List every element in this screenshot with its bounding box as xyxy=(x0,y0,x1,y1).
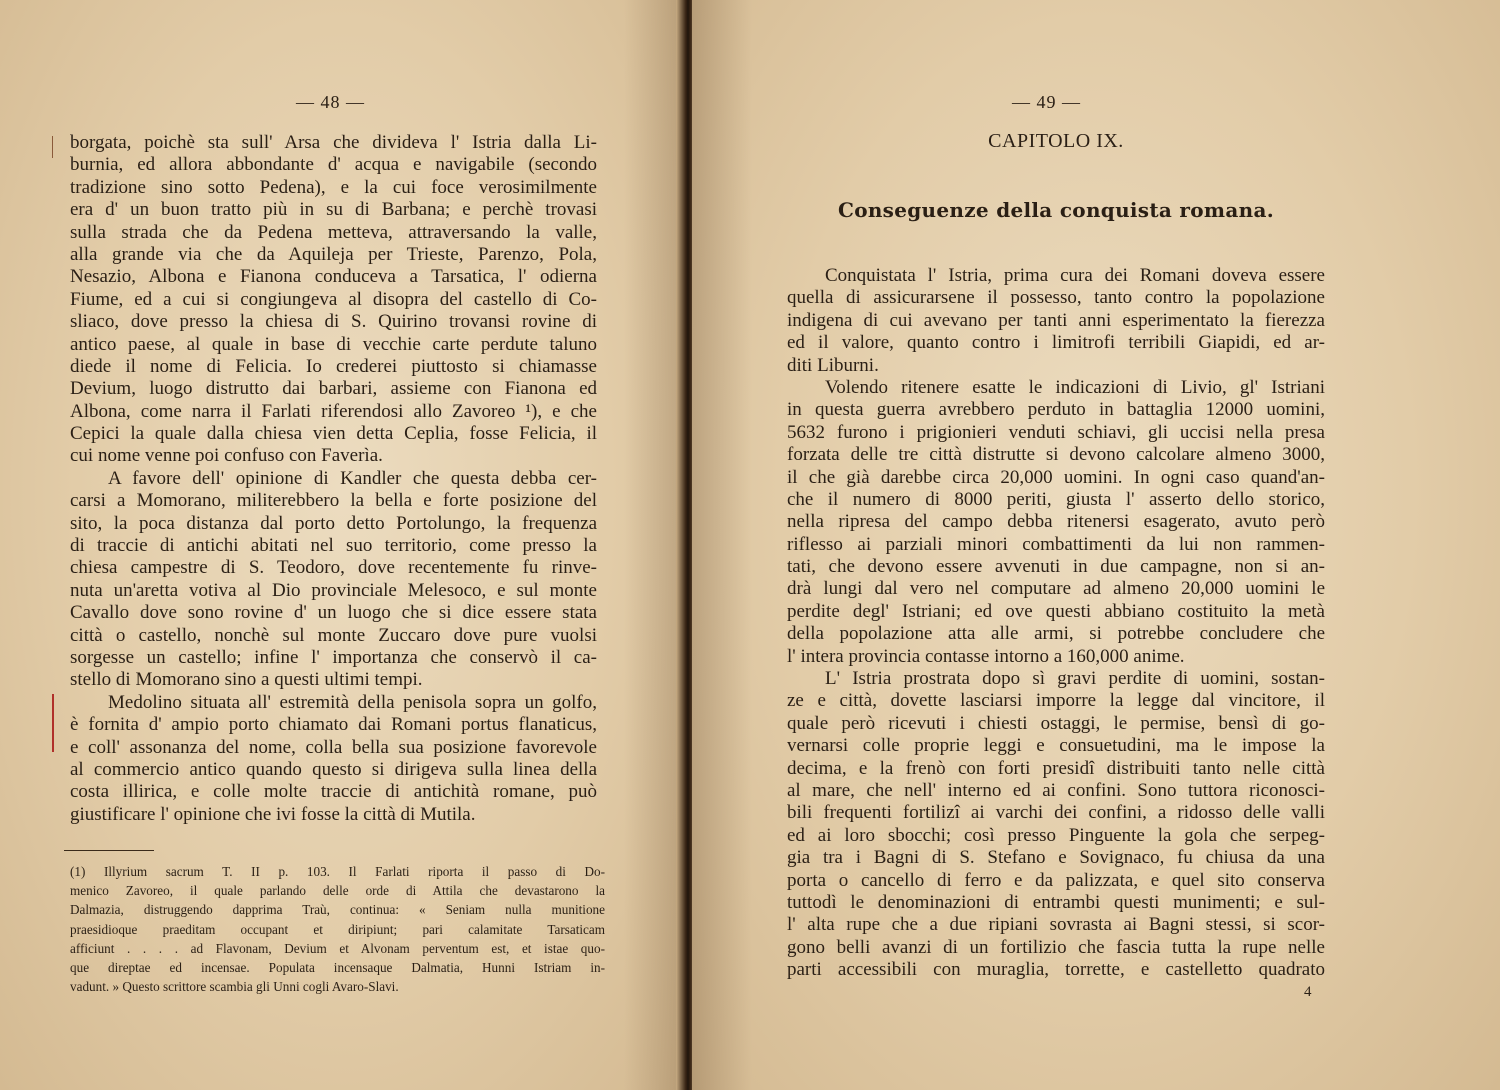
text-line: era d' un buon tratto più in su di Barbana; e perchè trovasi xyxy=(70,199,597,221)
text-line: quale però ricevuti i chiesti ostaggi, le permise, bensì di go- xyxy=(787,712,1325,734)
text-line: diti Liburni. xyxy=(787,354,879,376)
text-line: antico paese, al quale in base di vecchie carte perdute taluno xyxy=(70,333,597,355)
text-line: cui nome venne poi confuso con Faverìa. xyxy=(70,445,383,467)
text-line: Nesazio, Albona e Fianona conduceva a Tarsatica, l' odierna xyxy=(70,266,597,288)
text-line: riflesso ai parziali minori combattimenti da lui non rammen- xyxy=(787,533,1325,555)
text-line: l' alta rupe che a due ripiani sovrasta ai Bagni stessi, si scor- xyxy=(787,914,1325,936)
margin-mark xyxy=(52,136,53,158)
text-line: costa illirica, e colle molte traccie di antichità romane, può xyxy=(70,781,597,803)
text-line: ze e città, dovette lasciarsi imporre la legge dal vincitore, il xyxy=(787,690,1325,712)
text-line: borgata, poichè sta sull' Arsa che divideva l' Istria dalla Li- xyxy=(70,132,597,153)
text-line: Medolino situata all' estremità della penisola sopra un golfo, xyxy=(108,691,597,713)
text-line: perdite degl' Istriani; ed ove questi abbiano costituito la metà xyxy=(787,600,1325,622)
text-line: Volendo ritenere esatte le indicazioni di Livio, gl' Istriani xyxy=(825,376,1325,398)
left-page xyxy=(0,0,684,1090)
margin-mark-red xyxy=(52,694,54,752)
text-line: parti accessibili con muraglia, torrette, e castelletto quadrato xyxy=(787,959,1325,981)
chapter-subtitle: Conseguenze della conquista romana. xyxy=(837,198,1274,222)
signature-mark: 4 xyxy=(1304,984,1312,1000)
text-line: A favore dell' opinione di Kandler che questa debba cer- xyxy=(108,467,597,489)
text-line: gono belli avanzi di un fortilizio che fascia tutta la rupe nelle xyxy=(787,936,1325,958)
text-line: Cepici la quale dalla chiesa vien detta Ceplia, fosse Felicia, il xyxy=(70,423,597,445)
text-line: nella ripresa del campo debba ritenersi esagerato, avuto però xyxy=(787,511,1325,533)
text-line: stello di Momorano sino a questi ultimi tempi. xyxy=(70,669,423,691)
chapter-title: CAPITOLO IX. xyxy=(988,130,1124,152)
text-line: ed ai loro sbocchi; così presso Pinguente la gola che serpeg- xyxy=(787,824,1325,846)
text-line: di traccie di antichi abitati nel suo territorio, come presso la xyxy=(70,535,597,557)
text-line: al mare, che nell' interno ed ai confini. Sono tuttora riconosci- xyxy=(787,779,1325,801)
text-line: carsi a Momorano, militerebbero la bella e forte posizione del xyxy=(70,490,597,512)
text-line: (1) Illyrium sacrum T. II p. 103. Il Farlati riporta il passo di Do- xyxy=(70,864,605,879)
text-line: ed il valore, quanto contro i limitrofi terribili Giapidi, ed ar- xyxy=(787,332,1325,354)
footnote xyxy=(70,862,605,996)
text-line: tuttodì le denominazioni di entrambi questi munimenti; e sul- xyxy=(787,891,1325,913)
text-line: Conquistata l' Istria, prima cura dei Romani doveva essere xyxy=(825,265,1325,286)
text-line: indigena di cui avevano per tanti anni esperimentato la fierezza xyxy=(787,309,1325,331)
text-line: nuta un'aretta votiva al Dio provinciale Melesoco, e sul monte xyxy=(70,579,597,601)
text-line: giustificare l' opinione che ivi fosse la città di Mutila. xyxy=(70,803,476,825)
text-line: in questa guerra avrebbero perduto in battaglia 12000 uomini, xyxy=(787,399,1325,421)
text-line: gia tra i Bagni di S. Stefano e Sovignaco, fu chiusa da una xyxy=(787,847,1325,869)
text-line: sito, la poca distanza dal porto detto Portolungo, la frequenza xyxy=(70,512,597,534)
text-line: praesidioque praeditam occupant et diripiunt; pari calamitate Tarsaticam xyxy=(70,921,605,937)
page-number: — 48 — xyxy=(296,92,365,112)
text-line: è fornita d' ampio porto chiamato dai Romani portus flanaticus, xyxy=(70,714,597,736)
text-line: il che già darebbe circa 20,000 uomini. In ogni caso quand'an- xyxy=(787,466,1325,488)
text-line: afficiunt . . . . ad Flavonam, Devium et Alvonam perventum est, et istae quo- xyxy=(70,940,605,956)
text-line: menico Zavoreo, il quale parlando delle orde di Attila che devastarono la xyxy=(70,883,605,899)
footnote-rule xyxy=(64,850,154,851)
left-body-text xyxy=(70,132,597,826)
text-line: che il numero di 8000 periti, giusta l' asserto dello storico, xyxy=(787,488,1325,510)
text-line: porta o cancello di ferro e da palizzata, e quel sito conserva xyxy=(787,869,1325,891)
text-line: l' intera provincia contasse intorno a 160,000 anime. xyxy=(787,645,1185,667)
text-line: Albona, come narra il Farlati riferendosi allo Zavoreo ¹), e che xyxy=(70,400,597,422)
text-line: Devium, luogo distrutto dai barbari, assieme con Fianona ed xyxy=(70,378,597,400)
text-line: forzata delle tre città distrutte si devono calcolare almeno 3000, xyxy=(787,444,1325,466)
text-line: drà lungi dal vero nel computare ad almeno 20,000 uomini le xyxy=(787,578,1325,600)
text-line: vadunt. » Questo scrittore scambia gli Unni cogli Avaro-Slavi. xyxy=(70,979,399,995)
text-line: Fiume, ed a cui si congiungeva al disopra del castello di Co- xyxy=(70,288,597,310)
text-line: sulla strada che da Pedena metteva, attraversando la valle, xyxy=(70,221,597,243)
text-line: al commercio antico quando questo si dirigeva sulla linea della xyxy=(70,758,597,780)
text-line: città o castello, nonchè sul monte Zuccaro dove pure vuolsi xyxy=(70,624,597,646)
text-line: della popolazione atta alle armi, si potrebbe concludere che xyxy=(787,623,1325,645)
text-line: bili frequenti fortilizî ai varchi dei confini, a ridosso delle valli xyxy=(787,802,1325,824)
text-line: decima, e la frenò con forti presidî distribuiti tanto nelle città xyxy=(787,757,1325,779)
text-line: vernarsi colle proprie leggi e consuetudini, ma le impose la xyxy=(787,735,1325,757)
text-line: 5632 furono i prigionieri venduti schiavi, gli uccisi nella presa xyxy=(787,421,1325,443)
text-line: sorgesse un castello; infine l' importanza che conservò il ca- xyxy=(70,646,597,668)
text-line: sliaco, dove presso la chiesa di S. Quirino trovansi rovine di xyxy=(70,311,597,333)
text-line: que direptae ed incensae. Populata incensaque Dalmatia, Hunni Istriam in- xyxy=(70,959,605,975)
text-line: L' Istria prostrata dopo sì gravi perdite di uomini, sostan- xyxy=(825,668,1325,690)
text-line: chiesa campestre di S. Teodoro, dove recentemente fu rinve- xyxy=(70,557,597,579)
text-line: tati, che devono essere avvenuti in due campagne, non si an- xyxy=(787,556,1325,578)
right-body-text xyxy=(787,265,1325,982)
text-line: e coll' assonanza del nome, colla bella sua posizione favorevole xyxy=(70,736,597,758)
text-line: diede il nome di Felicia. Io crederei piuttosto si chiamasse xyxy=(70,355,597,377)
text-line: burnia, ed allora abbondante d' acqua e navigabile (secondo xyxy=(70,154,597,176)
page-number: — 49 — xyxy=(1012,92,1081,112)
text-line: alla grande via che da Aquileja per Trieste, Parenzo, Pola, xyxy=(70,243,597,265)
text-line: Cavallo dove sono rovine d' un luogo che si dice essere stata xyxy=(70,602,597,624)
text-line: Dalmazia, distruggendo dapprima Traù, continua: « Seniam nulla munitione xyxy=(70,902,605,918)
text-line: tradizione sino sotto Pedena), e la cui foce verosimilmente xyxy=(70,176,597,198)
text-line: quella di assicurarsene il possesso, tanto contro la popolazione xyxy=(787,287,1325,309)
right-page xyxy=(692,0,1500,1090)
